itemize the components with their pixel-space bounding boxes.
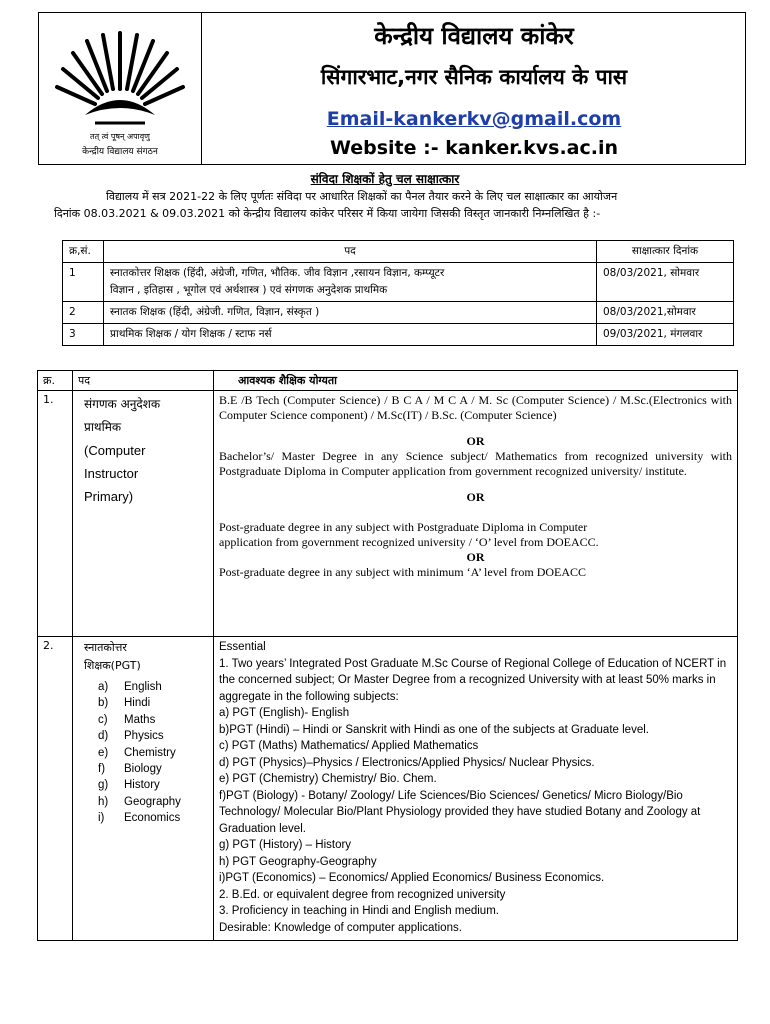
qualification-line: b)PGT (Hindi) – Hindi or Sanskrit with Hindi as one of the subjects at Graduate level. [219, 723, 649, 736]
qualification-line: Desirable: Knowledge of computer applications. [219, 921, 462, 934]
list-item: c) Maths [98, 713, 156, 726]
list-item: i) Economics [98, 812, 181, 825]
table-row [63, 302, 734, 324]
row-sn: 3 [63, 324, 104, 346]
qualification-line: d) PGT (Physics)–Physics / Electronics/Applied Physics/ Nuclear Physics. [219, 756, 595, 769]
email-link[interactable]: Email-kankerkv@gmail.com [326, 108, 622, 130]
post-english: (Computer [84, 443, 146, 458]
school-name: केन्द्रीय विद्यालय कांकेर [374, 22, 574, 50]
list-item: g) History [98, 779, 160, 792]
row-date: 08/03/2021, सोमवार [597, 263, 734, 302]
or-separator: OR [466, 434, 485, 448]
notice-line-2: दिनांक 08.03.2021 & 09.03.2021 को केन्द्रीय विद्यालय कांकेर परिसर में किया जायेगा जिसकी विस्तृत जानकारी निम्नलिखित है :- [54, 207, 601, 220]
qualification-line: 3. Proficiency in teaching in Hindi and English medium. [219, 905, 499, 917]
table-row [38, 637, 738, 941]
row-post [73, 637, 214, 941]
post-hindi: संगणक अनुदेशक [84, 397, 161, 411]
qualification-line: i)PGT (Economics) – Economics/ Applied Economics/ Business Economics. [219, 872, 605, 884]
qualification-option: Bachelor’s/ Master Degree in any Science subject/ Mathematics from recognized university with Postgraduate Diploma in Computer application from government recognized university/ institute. [219, 449, 732, 478]
post-line: स्नातकोत्तर शिक्षक (हिंदी, अंग्रेजी, गणित, भौतिक. जीव विज्ञान ,रसायन विज्ञान, कम्प्यूटर [110, 267, 445, 279]
table-header-row [38, 371, 738, 391]
or-separator: OR [466, 490, 485, 504]
post-english: Instructor [84, 466, 139, 481]
list-item: b) Hindi [98, 697, 151, 710]
header-qualification: आवश्यक शैक्षिक योग्यता [214, 371, 738, 391]
row-date: 09/03/2021, मंगलवार [597, 324, 734, 346]
subject-list [78, 679, 208, 827]
list-item: f) Biology [98, 763, 162, 776]
header-post: पद [73, 371, 214, 391]
row-date: 08/03/2021,सोमवार [597, 302, 734, 324]
header-sn: क्र,सं. [63, 241, 104, 263]
or-separator: OR [466, 550, 485, 564]
letterhead [38, 12, 746, 165]
list-item: a) English [98, 681, 162, 693]
post-english: Primary) [84, 489, 134, 504]
post-hindi: शिक्षक(PGT) [84, 659, 141, 672]
row-post: प्राथमिक शिक्षक / योग शिक्षक / स्टाफ नर्स [104, 324, 597, 346]
qualification-line: e) PGT (Chemistry) Chemistry/ Bio. Chem. [219, 773, 437, 785]
post-hindi: स्नातकोत्तर [84, 641, 127, 654]
qualification-line: a) PGT (English)- English [219, 707, 350, 719]
table-row [63, 324, 734, 346]
row-sn: 2 [63, 302, 104, 324]
qualification-line: Essential [219, 641, 266, 653]
row-post [104, 263, 597, 302]
qualification-option: Post-graduate degree in any subject with Postgraduate Diploma in Computer [219, 520, 588, 534]
qualification-line: f)PGT (Biology) - Botany/ Zoology/ Life Sciences/Bio Sciences/ Genetics/ Micro Biology/Bio Technology/ Molecular Bio/Plant Physiology provided they have studied Botany and Zoology at Graduation level. [219, 789, 701, 835]
qualification-line: 2. B.Ed. or equivalent degree from recognized university [219, 888, 506, 901]
qualification-option: application from government recognized university / ‘O’ level from DOEACC. [219, 535, 599, 549]
interview-schedule-table [62, 240, 734, 346]
qualification-line: g) PGT (History) – History [219, 839, 352, 851]
logo [39, 13, 202, 164]
list-item: h) Geography [98, 795, 181, 808]
table-row [38, 391, 738, 637]
kvs-emblem-icon [51, 19, 189, 129]
logo-organization: केन्द्रीय विद्यालय संगठन [82, 147, 158, 157]
row-sn: 1. [38, 391, 73, 637]
notice-body [54, 188, 744, 222]
table-row [63, 263, 734, 302]
qualification-line: h) PGT Geography-Geography [219, 855, 377, 868]
list-item: d) Physics [98, 730, 164, 743]
row-sn: 1 [63, 263, 104, 302]
header-date: साक्षात्कार दिनांक [597, 241, 734, 263]
row-qualification [214, 391, 738, 637]
row-qualification [214, 637, 738, 941]
qualification-line: 1. Two years’ Integrated Post Graduate M.Sc Course of Regional College of Education of NCERT in the concerned subject; Or Master Degree from a recognized University with at least 50% marks in aggregate in the following subjects: [219, 657, 727, 703]
qualification-line: c) PGT (Maths) Mathematics/ Applied Mathematics [219, 740, 479, 752]
table-header-row [63, 241, 734, 263]
header-sn: क्र. [38, 371, 73, 391]
notice-title: संविदा शिक्षकों हेतु चल साक्षात्कार [310, 172, 460, 186]
post-line: विज्ञान , इतिहास , भूगोल एवं अर्थशास्त्र ) एवं संगणक अनुदेशक प्राथमिक [110, 284, 388, 296]
qualification-option: B.E /B Tech (Computer Science) / B C A / M C A / M. Sc (Computer Science) / M.Sc.(Electronics with Computer Science component) / M.Sc(IT) / B.Sc. (Computer Science) [219, 393, 732, 422]
website-text: Website :- kanker.kvs.ac.in [329, 137, 619, 159]
list-item: e) Chemistry [98, 746, 176, 759]
logo-motto: तत् त्वं पूषन् अपावृणु [90, 132, 150, 141]
qualification-table [37, 370, 738, 941]
row-post: स्नातक शिक्षक (हिंदी, अंग्रेजी. गणित, विज्ञान, संस्कृत ) [104, 302, 597, 324]
row-post [73, 391, 214, 637]
qualification-option: Post-graduate degree in any subject with minimum ‘A’ level from DOEACC [219, 565, 587, 579]
notice-line-1: विद्यालय में सत्र 2021-22 के लिए पूर्णतः संविदा पर आधारित शिक्षकों का पैनल तैयार करने के लिए चल साक्षात्कार का आयोजन [106, 190, 618, 203]
row-sn: 2. [38, 637, 73, 941]
header-post: पद [104, 241, 597, 263]
school-address: सिंगारभाट,नगर सैनिक कार्यालय के पास [320, 65, 628, 89]
post-hindi: प्राथमिक [84, 420, 122, 434]
